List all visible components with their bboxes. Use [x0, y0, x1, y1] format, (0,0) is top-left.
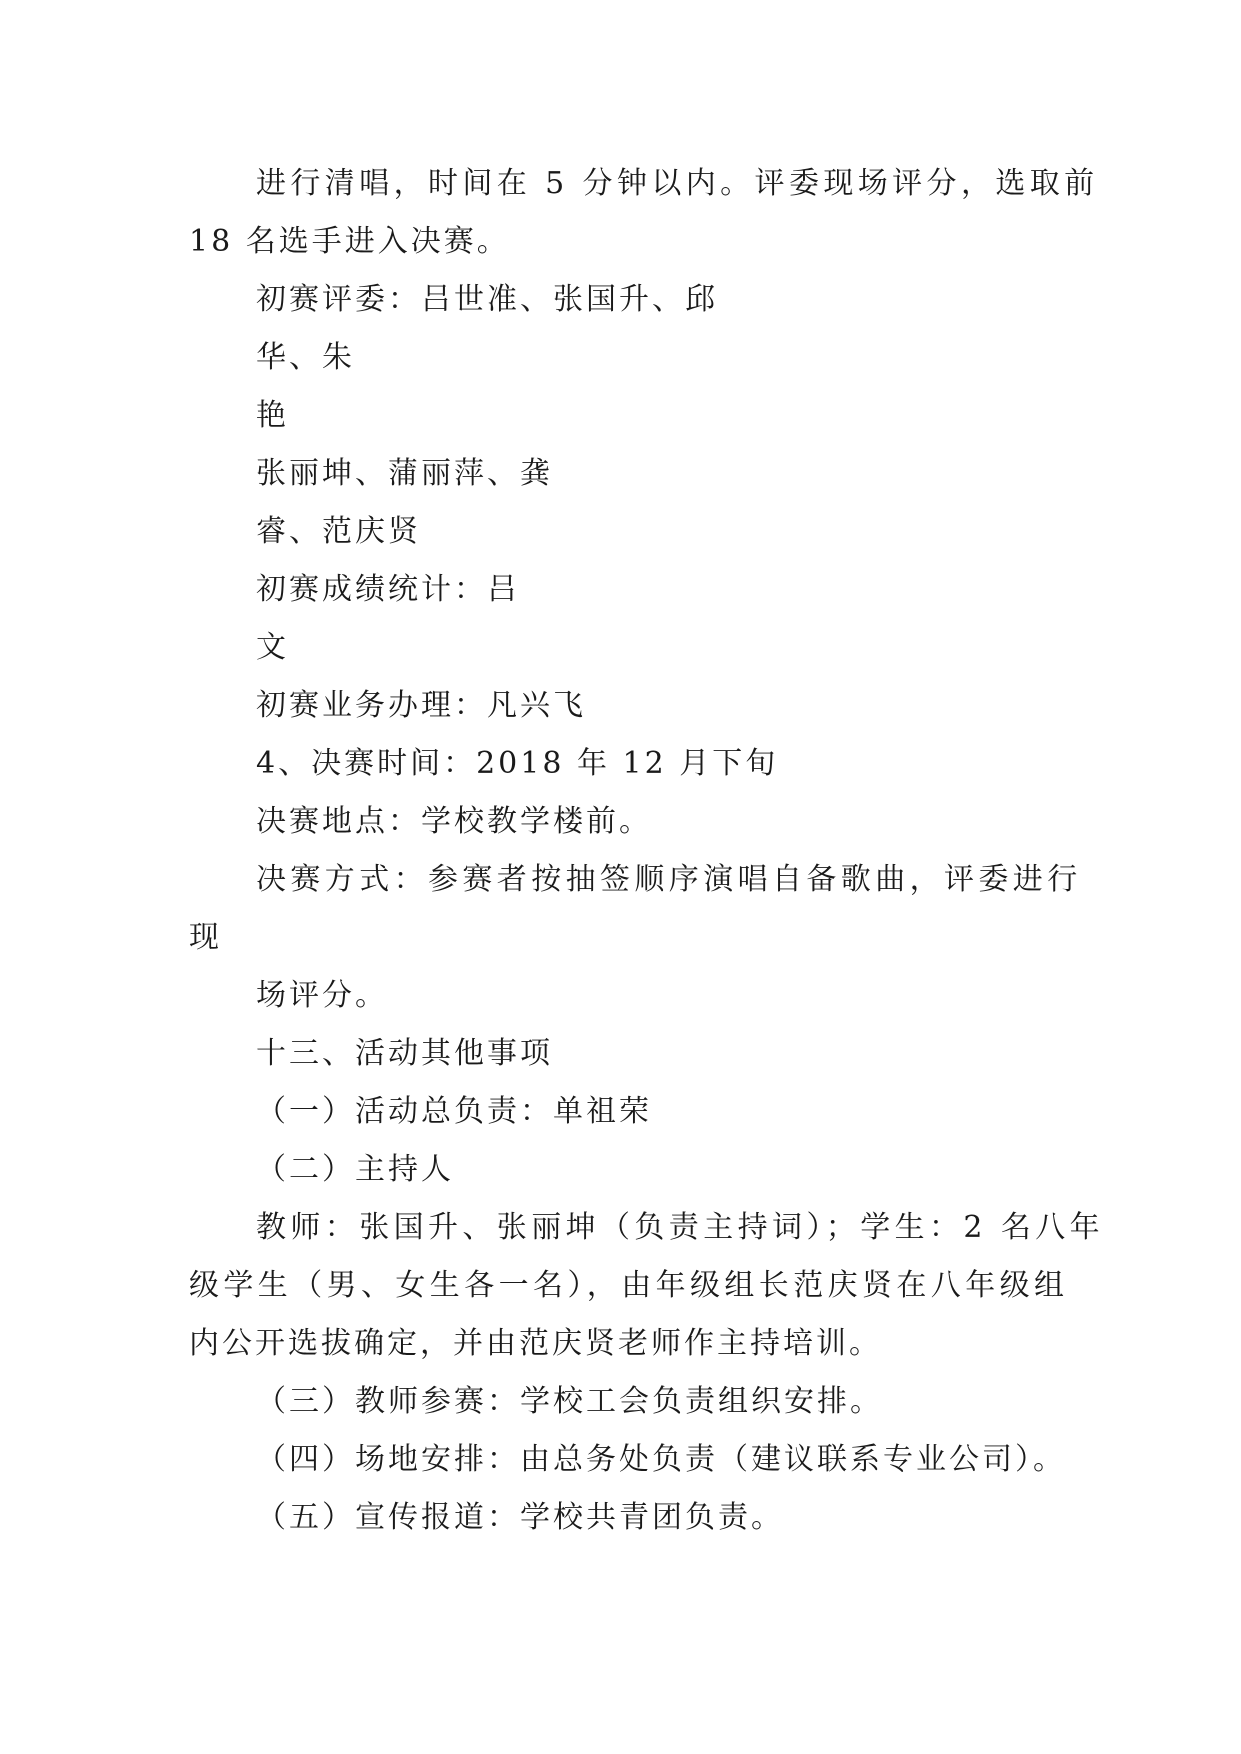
text-line: 文 — [256, 630, 289, 665]
text-line: 张丽坤、蒲丽萍、龚 — [256, 456, 553, 491]
text-line: （二）主持人 — [256, 1152, 454, 1187]
text-line: 决赛方式：参赛者按抽签顺序演唱自备歌曲，评委进行 — [256, 862, 1082, 897]
text-line: 内公开选拔确定，并由范庆贤老师作主持培训。 — [189, 1326, 882, 1361]
section-heading: 十三、活动其他事项 — [256, 1036, 553, 1071]
text-line: 4、决赛时间：2018 年 12 月下旬 — [256, 746, 779, 781]
text-line: 18 名选手进入决赛。 — [189, 224, 510, 259]
text-line: 级学生（男、女生各一名），由年级组长范庆贤在八年级组 — [189, 1268, 1069, 1303]
text-line: 进行清唱，时间在 5 分钟以内。评委现场评分，选取前 — [256, 166, 1099, 201]
text-line: 决赛地点：学校教学楼前。 — [256, 804, 652, 839]
text-line: 初赛业务办理：凡兴飞 — [256, 688, 586, 723]
text-line: 场评分。 — [256, 978, 388, 1013]
text-line: 现 — [189, 920, 222, 955]
text-line: （四）场地安排：由总务处负责（建议联系专业公司）。 — [256, 1442, 1066, 1477]
text-line: （一）活动总负责：单祖荣 — [256, 1094, 652, 1129]
text-line: （三）教师参赛：学校工会负责组织安排。 — [256, 1384, 883, 1419]
text-line: 艳 — [256, 398, 289, 433]
text-line: 教师：张国升、张丽坤（负责主持词）；学生：2 名八年 — [256, 1210, 1105, 1245]
text-line: 华、朱 — [256, 340, 355, 375]
text-line: 初赛成绩统计：吕 — [256, 572, 520, 607]
text-line: 睿、范庆贤 — [256, 514, 421, 549]
text-line: （五）宣传报道：学校共青团负责。 — [256, 1500, 784, 1535]
text-line: 初赛评委：吕世准、张国升、邱 — [256, 282, 718, 317]
